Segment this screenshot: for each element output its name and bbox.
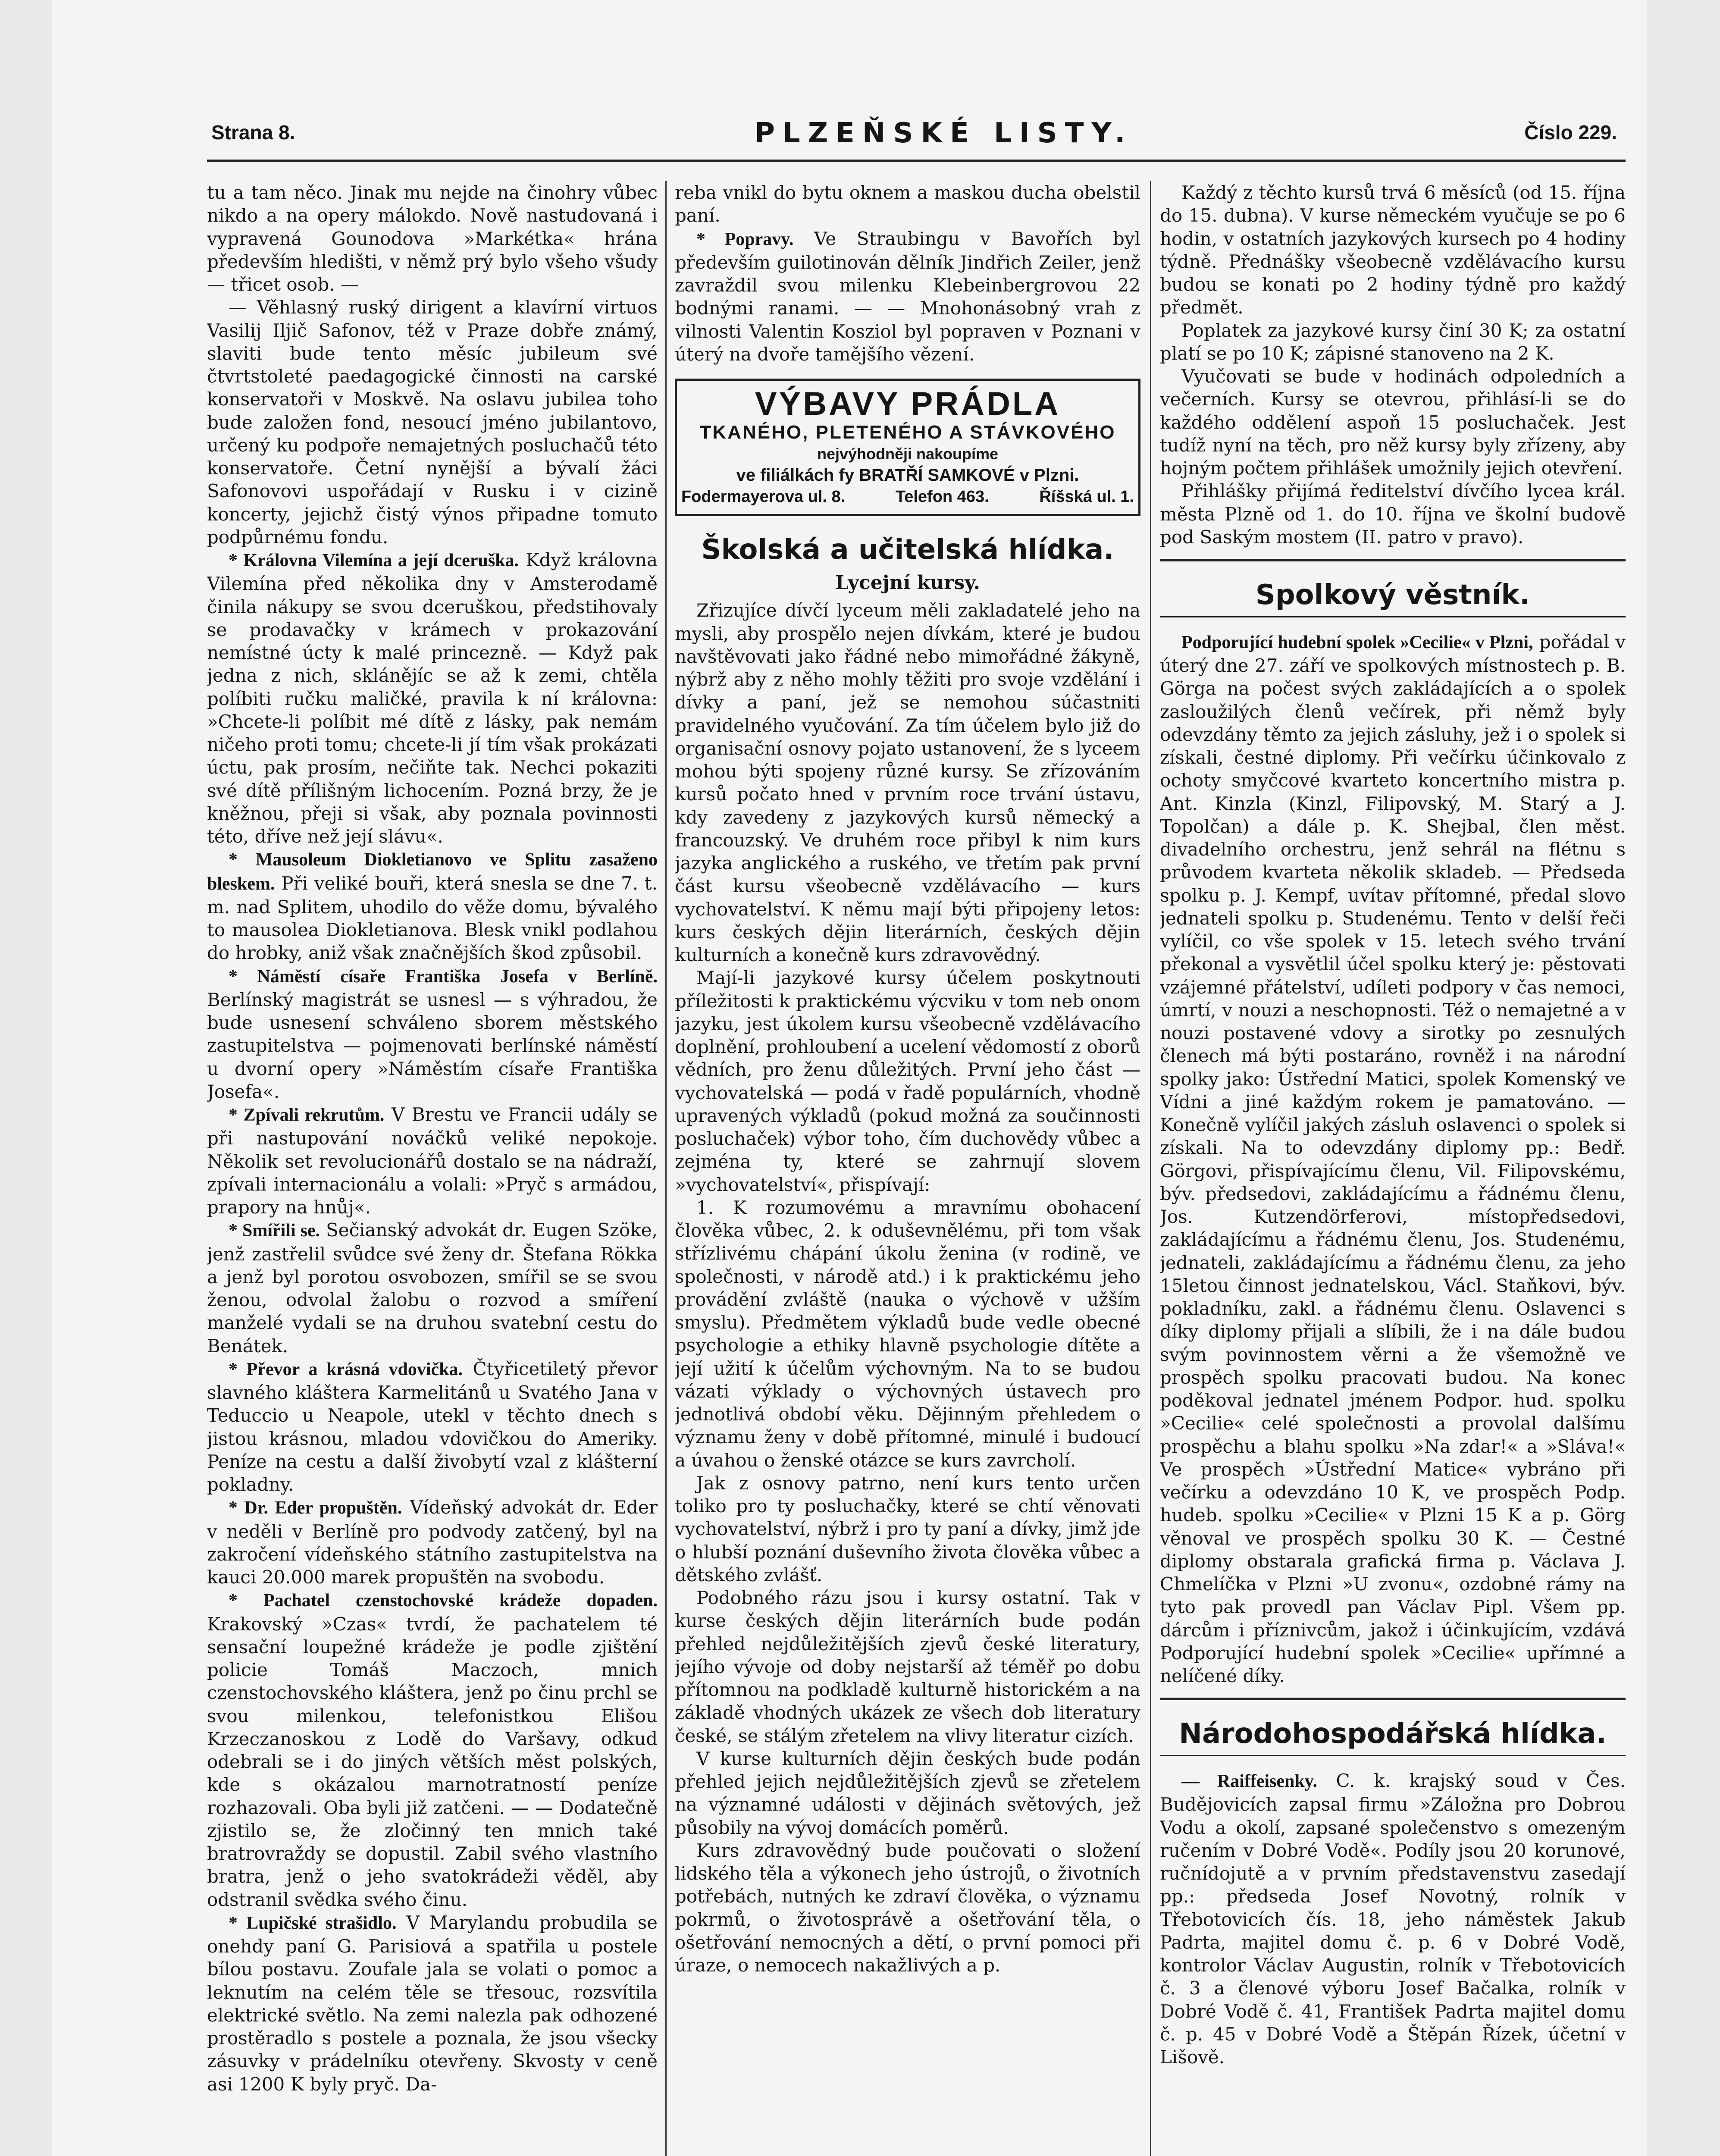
news-item	[207, 1219, 658, 1357]
section-heading: Spolkový věstník.	[1255, 579, 1530, 611]
article-paragraph: Vyučovati se bude v hodinách odpoledních a večerních. Kursy se otevrou, přihlásí-li se do každého oddělení aspoň 15 posluchaček. Jest tudíž nyní na těch, pro něž kursy byly zřízeny, aby hojným počtem přihlášek umožnily jejich otevření.	[1160, 366, 1626, 479]
column-1	[207, 181, 658, 2156]
ad-address-2: Říšská ul. 1.	[1039, 488, 1134, 506]
news-item-title: — Raiffeisenky.	[1181, 1771, 1317, 1792]
news-item-text: Krakovský »Czas« tvrdí, že pachatelem té sensační loupežné krádeže je podle zjištění policie Tomáš Maczoch, mnich czenstochovského kláštera, jenž po činu prchl se svou milenkou, telefonistkou Elišou Krzeczanoskou z Lodě do Varšavy, odkud odebrali se i do jiných větších měst polských, kde s okázalou marnotratností peníze rozhazovali. Oba byli již zatčeni. — — Dodatečně zjistilo se, že zločinný ten mnich také bratrovraždy se dopustil. Zabil svého vlastního bratra, jenž o jeho svatokrádeži věděl, aby odstranil svědka svého činu.	[207, 1613, 658, 1910]
section-divider	[1160, 559, 1626, 561]
article-paragraph: Jak z osnovy patrno, není kurs tento určen toliko pro ty posluchačky, které se chtí věnovati vychovatelství, nýbrž i pro ty paní a dívky, jimž jde o hlubší poznání duševního života člověka vůbec a dětského zvlášť.	[675, 1472, 1140, 1586]
article-paragraph: — Věhlasný ruský dirigent a klavírní virtuos Vasilij Iljič Safonov, též v Praze dobře známý, slaviti bude tento měsíc jubileum své čtvrtstoleté paedagogické činnosti na carské konservatoři v Moskvě. Na oslavu jubilea toho bude založen fond, nesoucí jméno jubilantovo, určený ku podpoře nemajetných posluchačů této konservatoře. Četní nynější a bývalí žáci Safonovovi uspořádají v Rusku i v cizině koncerty, jejichž čistý výnos připadne tomuto podpůrnému fondu.	[207, 297, 658, 548]
news-item-title: Podporující hudební spolek »Cecilie« v Plzni,	[1181, 632, 1533, 652]
news-item-text: Když královna Vilemína před několika dny v Amsterodamě činila nákupy se svou dceruškou, předstihovaly se prodavačky v krámech v prokazování nemístné úcty k malé princezně. — Když pak jedna z nich, sklánějíc se až k zemi, chtěla políbiti ručku maličké, pravila k ní královna: »Chcete-li políbit mé dítě z lásky, pak nemám ničeho proti tomu; chcete-li jí tím však prokázati úctu, pak prosím, nečiňte tak. Nechci pokaziti své dítě přílišným lichocením. Pozná brzy, že je kněžnou, přeji si však, aby poznala povinnosti této, dříve než její slávu«.	[207, 549, 658, 847]
column-divider	[1150, 181, 1151, 2156]
article-paragraph: Zřizujíce dívčí lyceum měli zakladatelé jeho na mysli, aby prospělo nejen dívkám, které je budou navštěvovati jako řádné nebo mimořádné žákyně, nýbrž aby z něho mohly těžiti pro svoje vzdělání i dívky a paní, jež se nemohou súčastniti pravidelného vyučování. Za tím účelem bylo již do organisační osnovy pojato ustanovení, že s lyceem mohou býti spojeny různé kursy. Se zřízováním kursů počato hned v prvním roce trvání ústavu, kdy zavedeny z jazykových kursů německý a francouzský. Ve druhém roce přibyl k nim kurs jazyka anglického a ruského, ve třetím pak první část kursu všeobecně vzdělávacího — kurs vychovatelství. K němu mají býti připojeny letos: kurs českých dějin literárních, českých dějin kulturních a konečně kurs zdravovědný.	[675, 600, 1140, 966]
article-paragraph: Kurs zdravovědný bude poučovati o složení lidského těla a výkonech jeho ústrojů, o životních potřebách, nutných ke zdraví člověka, o významu pokrmů, o životosprávě a ošetřování těla, o ošetřování nemocných a dětí, o první pomoci při úraze, o nemocech nakažlivých a p.	[675, 1839, 1140, 1976]
news-item	[207, 1911, 658, 2096]
section-underline	[1160, 1755, 1626, 1756]
news-item-title: * Smířili se.	[229, 1221, 320, 1241]
ad-tagline: nejvýhodněji nakoupíme	[817, 445, 999, 463]
news-item-text: Při veliké bouři, která snesla se dne 7. t. m. nad Splitem, uhodilo do věže domu, bývalého to mausolea Diokletianova. Blesk vnikl podlahou do hrobky, aniž však značnějších škod způsobil.	[207, 872, 658, 964]
news-item-title: * Královna Vilemína a její dceruška.	[229, 551, 519, 570]
article-paragraph: Podobného rázu jsou i kursy ostatní. Tak v kurse českých dějin literárních bude podán přehled nejdůležitějších zjevů české literatury, jejího vývoje od doby nejstarší až téměř po dobu přítomnou na podkladě kulturně historickém a na základě vhodných ukázek ze všech dob literatury české, se stálým zřetelem na vlivy literatur cizích.	[675, 1587, 1140, 1746]
section-divider	[1160, 1698, 1626, 1700]
news-item-text: Sečianský advokát dr. Eugen Szöke, jenž zastřelil svůdce své ženy dr. Štefana Rökka a jenž byl porotou osvobozen, smířil se se svou ženou, odvolal žalobu o rozvod a smíření manželé vydali se na druhou svatební cestu do Benátek.	[207, 1219, 658, 1357]
news-item-text: V Marylandu probudila se onehdy paní G. Parisiová a spatřila u postele bílou postavu. Zoufale jala se volati o pomoc a leknutím na celém těle se třesouc, rozsvítila elektrické světlo. Na zemi nalezla pak odhozené prostěradlo s postele a poznala, že jsou všecky zásuvky v prádelníku otevřeny. Skvosty v ceně asi 1200 K byly pryč. Da-	[207, 1912, 658, 2095]
news-item	[207, 1496, 658, 1589]
ad-addresses	[681, 486, 1134, 508]
news-item-title: * Náměstí císaře Františka Josefa v Berlíně.	[229, 966, 658, 987]
news-item-text: pořádal v úterý dne 27. září ve spolkových místnostech p. B. Görga na počest svých zakládajících a o spolek zasloužilých členů večírek, při němž byly odevzdány těmto za jejich zásluhy, jež i o spolek si získali, čestné diplomy. Při večírku účinkovalo z ochoty smyčcové kvarteto koncertního mistra p. Ant. Kinzla (Kinzl, Filipovský, M. Starý a J. Topolčan) a dále p. K. Shejbal, člen měst. divadelního orchestru, jenž sehrál na flétnu s průvodem kvarteta několik skladeb. — Předseda spolku p. J. Kempf, uvítav přítomné, předal slovo jednateli spolku p. Studenému. Tento v delší řeči vylíčil, co vše spolek v 15. letech svého trvání překonal a vysvětlil účel spolku který je: pěstovati vzájemné přátelství, udíleti podpory v čas nemoci, úmrtí, v nouzi a neschopnosti. Též o nemajetné a v nouzi postavené vdovy a sirotky po zesnulých členech má býti postaráno, rovněž i na národní spolky jako: Ústřední Matici, spolek Komenský ve Vídni a jiné každým rokem je pamatováno. — Konečně vylíčil jakých zásluh oslavenci o spolek si získali. Na to odevzdány diplomy pp.: Bedř. Görgovi, přispívajícímu členu, Vil. Filipovskému, býv. předsedovi, zakládajícímu a řádnému členu, Jos. Kutzendörferovi, místopředsedovi, zakládajícímu a řádnému členu, Jos. Studenému, jednateli, zakládajícímu a řádnému členu, za jeho 15letou činnost jednatelskou, Václ. Staňkovi, býv. pokladníku, zakl. a řádnému členu. Oslavenci s díky diplomy přijali a slíbili, že i na dále budou svým povinnostem věrni a že všemožně ve prospěch spolku pracovati budou. Na konec poděkoval jednatel jménem Podpor. hud. spolku »Cecilie« celé společnosti a provolal dalšímu prospěchu a blahu spolku »Na zdar!« a »Sláva!« Ve prospěch »Ústřední Matice« vybráno při večírku a odevzdáno 10 K, ve prospěch Podp. hudeb. spolku »Cecilie« v Plzni 15 K a p. Görg věnoval ve prospěch spolku 30 K. — Čestné diplomy obstarala grafická firma p. Václava J. Chmelíčka v Plzni »U zvonu«, ozdobné rámy na tyto pak provedl pan Václav Pipl. Všem pp. dárcům i příznivcům, jakož i účinkujícím, vzdává Podporující hudební spolek »Cecilie« upřímné a nelíčené díky.	[1160, 631, 1626, 1687]
news-item-title: * Lupičské strašidlo.	[229, 1913, 397, 1933]
news-item	[207, 848, 658, 964]
news-item-text: C. k. krajský soud v Čes. Budějovicích zapsal firmu »Záložna pro Dobrou Vodu a okolí, zapsané společenstvo s omezeným ručením v Dobré Vodě«. Podíly jsou 20 korunové, ručnídojutě a v prvním představenstvu zasedají pp.: předseda Josef Novotný, rolník v Třebotovicích čís. 18, jeho náměstek Jakub Padrta, majitel domu č. p. 6 v Dobré Vodě, kontrolor Václav Augustin, rolník v Třebotovicích č. 3 a členové výboru Josef Bačalka, rolník v Dobré Vodě č. 41, František Padrta majitel domu č. p. 45 v Dobré Vodě a Štěpán Řízek, účetní v Lišově.	[1160, 1770, 1626, 2068]
news-item-title: * Pachatel czenstochovské krádeže dopaden.	[229, 1591, 658, 1611]
article-paragraph: Každý z těchto kursů trvá 6 měsíců (od 15. října do 15. dubna). V kurse německém vyučuje se po 6 hodin, v ostatních jazykových kursech po 4 hodiny týdně. Přednášky všeobecně vzdělávacího kursu budou se konati po 2 hodiny týdně pro každý předmět.	[1160, 182, 1626, 318]
news-item-title: * Převor a krásná vdovička.	[229, 1359, 463, 1379]
news-item-text: Vídeňský advokát dr. Eder v neděli v Berlíně pro podvody zatčený, byl na zakročení vídeňského státního zastupitelstva na kauci 20.000 marek propuštěn na svobodu.	[207, 1497, 658, 1588]
news-item-title: * Zpívali rekrutům.	[229, 1105, 385, 1125]
page-header	[211, 117, 1617, 155]
header-rule	[207, 160, 1626, 162]
news-item	[207, 1589, 658, 1911]
news-item	[207, 1103, 658, 1219]
section-heading: Školská a učitelská hlídka.	[701, 533, 1114, 566]
article-paragraph: Mají-li jazykové kursy účelem poskytnouti příležitosti k praktickému výcviku v tom neb onom jazyku, jest úkolem kursu všeobecně vzdělávacího doplnění, prohloubení a ucelení vědomostí z oborů vědních, pro ženu důležitých. První jeho část — vychovatelská — podá v řadě populárních, vhodně upravených výkladů (pokud možná za součinnosti posluchaček) výbor toho, čím duchovědy vůbec a zejména ty, které se zahrnují slovem »vychovatelství«, přispívají:	[675, 967, 1140, 1195]
news-item-title: * Dr. Eder propuštěn.	[229, 1498, 402, 1518]
ad-subheadline: TKANÉHO, PLETENÉHO A STÁVKOVÉHO	[699, 421, 1116, 443]
news-item	[675, 227, 1140, 366]
news-item	[207, 1357, 658, 1496]
news-item-title: * Mausoleum Diokletianovo ve Splitu zasaženo bleskem.	[207, 850, 658, 894]
news-item-text: Ve Straubingu v Bavořích byl především guilotinován dělník Jindřich Zeiler, jenž zavraždil svou milenku Klebeinbergrovou 22 bodnými ranami. — — Mnohonásobný vrah z vilnosti Valentin Kosziol byl popraven v Poznani v úterý na dvoře tamějšího vězení.	[675, 228, 1140, 365]
column-divider	[665, 181, 667, 2156]
article-paragraph: tu a tam něco. Jinak mu nejde na činohry vůbec nikdo a na opery málokdo. Nově nastudovaná i vypravená Gounodova »Markétka« hrána především hledišti, v němž prý bylo všeho všudy — třicet osob. —	[207, 182, 658, 295]
article-paragraph: reba vnikl do bytu oknem a maskou ducha obelstil paní.	[675, 182, 1140, 226]
ad-headline: VÝBAVY PRÁDLA	[755, 385, 1061, 422]
news-item-text: Čtyřicetiletý převor slavného kláštera Karmelitánů u Svatého Jana v Teduccio u Neapole, utekl v těchto dnech s jistou krásnou, mladou vdovičkou do Ameriky. Peníze na cestu a další živobytí vzal z klášterní pokladny.	[207, 1358, 658, 1495]
news-item	[207, 548, 658, 848]
ad-phone: Telefon 463.	[895, 488, 989, 506]
article-paragraph: V kurse kulturních dějin českých bude podán přehled jejich nejdůležitějších zjevů se zřetelem na významné události v dějinách světových, jež působily na vývoj domácích poměrů.	[675, 1748, 1140, 1838]
news-item-text: Berlínský magistrát se usnesl — s výhradou, že bude usnesení schváleno sborem městského zastupitelstva — pojmenovati berlínské náměstí u dvorní opery »Náměstím císaře Františka Josefa«.	[207, 989, 658, 1102]
ad-address-1: Fodermayerova ul. 8.	[681, 488, 846, 506]
news-item-title: * Popravy.	[696, 229, 794, 249]
newspaper-title: PLZEŇSKÉ LISTY.	[755, 117, 1133, 149]
page-number: Strana 8.	[211, 121, 295, 144]
article-paragraph: 1. K rozumovému a mravnímu obohacení člověka vůbec, 2. k oduševnělému, při tom však střízlivému chápání úkolu ženina (v rodině, ve společnosti, v národě atd.) i k praktickému jeho provádění zvláště (nauka o výchově v užším smyslu). Předmětem výkladů bude vedle obecné psychologie a ethiky hlavně psychologie dítěte a její užití k účelům výchovným. Na to se budou vázati výklady o výchovných ústavech pro jednotlivá období věku. Dějinným přehledem o významu ženy v době přítomné, minulé i budoucí a úvahou o ženské otázce se kurs zavrcholí.	[675, 1197, 1140, 1471]
issue-number: Číslo 229.	[1524, 121, 1617, 144]
article-paragraph: Přihlášky přijímá ředitelství dívčího lycea král. města Plzně od 1. do 10. října ve školní budově pod Saským mostem (II. patro v pravo).	[1160, 480, 1626, 548]
article-paragraph: Poplatek za jazykové kursy činí 30 K; za ostatní platí se po 10 K; zápisné stanoveno na 2 K.	[1160, 320, 1626, 364]
column-3	[1160, 181, 1626, 2156]
advertisement	[675, 379, 1140, 516]
news-item	[1160, 1769, 1626, 2068]
section-heading: Národohospodářská hlídka.	[1179, 1718, 1607, 1750]
news-item-text: V Brestu ve Francii udály se při nastupování nováčků veliké nepokoje. Několik set revolucionářů dostalo se na nádraží, zpívali internacionálu a volali: »Pryč s armádou, prapory na hnůj«.	[207, 1104, 658, 1218]
article-subheading: Lycejní kursy.	[835, 571, 980, 594]
news-item	[1160, 630, 1626, 1688]
news-item	[207, 965, 658, 1103]
section-underline	[1160, 616, 1626, 617]
ad-company: ve filiálkách fy BRATŘÍ SAMKOVÉ v Plzni.	[736, 466, 1079, 485]
column-2	[675, 181, 1140, 2156]
